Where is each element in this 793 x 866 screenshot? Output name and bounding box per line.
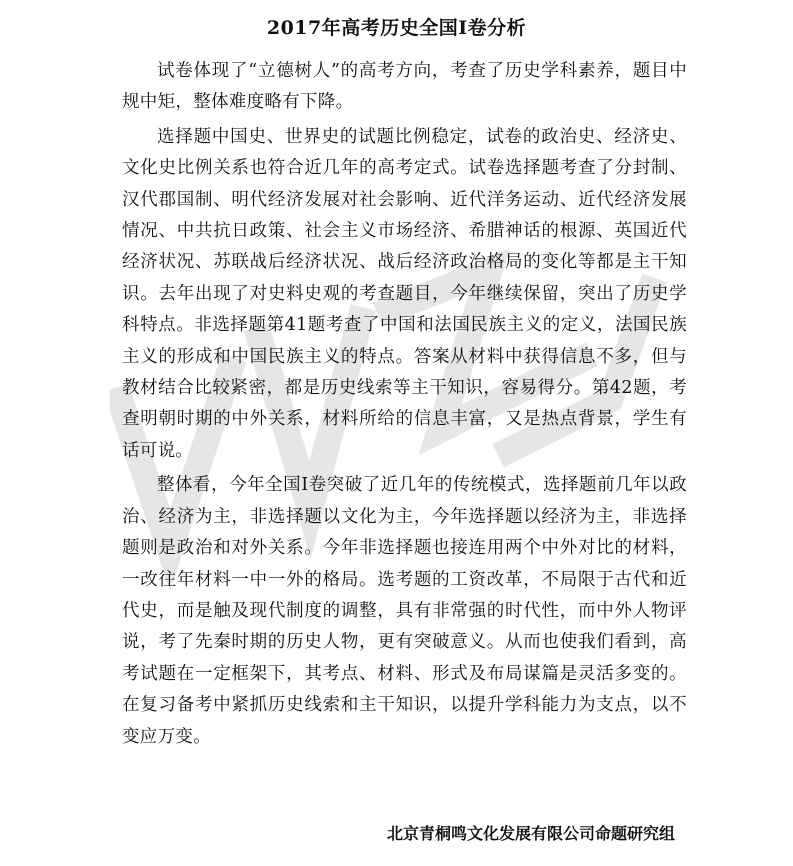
- document-body: [122, 56, 687, 753]
- signature: 北京青桐鸣文化发展有限公司命题研究组: [386, 824, 675, 843]
- document-title: 2017年高考历史全国Ⅰ卷分析: [266, 17, 527, 39]
- paragraph-1: 试卷体现了“立德树人”的高考方向，考查了历史学科素养，题目中规中矩，整体难度略有下降。: [122, 61, 687, 113]
- paragraph-2: 选择题中国史、世界史的试题比例稳定，试卷的政治史、经济史、文化史比例关系也符合近几年的高考定式。试卷选择题考查了分封制、汉代郡国制、明代经济发展对社会影响、近代洋务运动、近代经济发展情况、中共抗日政策、社会主义市场经济、希腊神话的根源、英国近代经济状况、苏联战后经济状况、战后经济政治格局的变化等都是主干知识。去年出现了对史料史观的考查题目，今年继续保留，突出了历史学科特点。非选择题第41题考查了中国和法国民族主义的定义，法国民族主义的形成和中国民族主义的特点。答案从材料中获得信息不多，但与教材结合比较紧密，都是历史线索等主干知识，容易得分。第42题，考查明朝时期的中外关系，材料所给的信息丰富，又是热点背景，学生有话可说。: [122, 126, 687, 461]
- paragraph-3: 整体看，今年全国Ⅰ卷突破了近几年的传统模式，选择题前几年以政治、经济为主，非选择题以文化为主，今年选择题以经济为主，非选择题则是政治和对外关系。今年非选择题也接连用两个中外对比的材料，一改往年材料一中一外的格局。选考题的工资改革，不局限于古代和近代史，而是触及现代制度的调整，具有非常强的时代性，而中外人物评说，考了先秦时期的历史人物，更有突破意义。从而也使我们看到，高考试题在一定框架下，其考点、材料、形式及布局谋篇是灵活多变的。在复习备考中紧抓历史线索和主干知识，以提升学科能力为支点，以不变应万变。: [122, 475, 687, 747]
